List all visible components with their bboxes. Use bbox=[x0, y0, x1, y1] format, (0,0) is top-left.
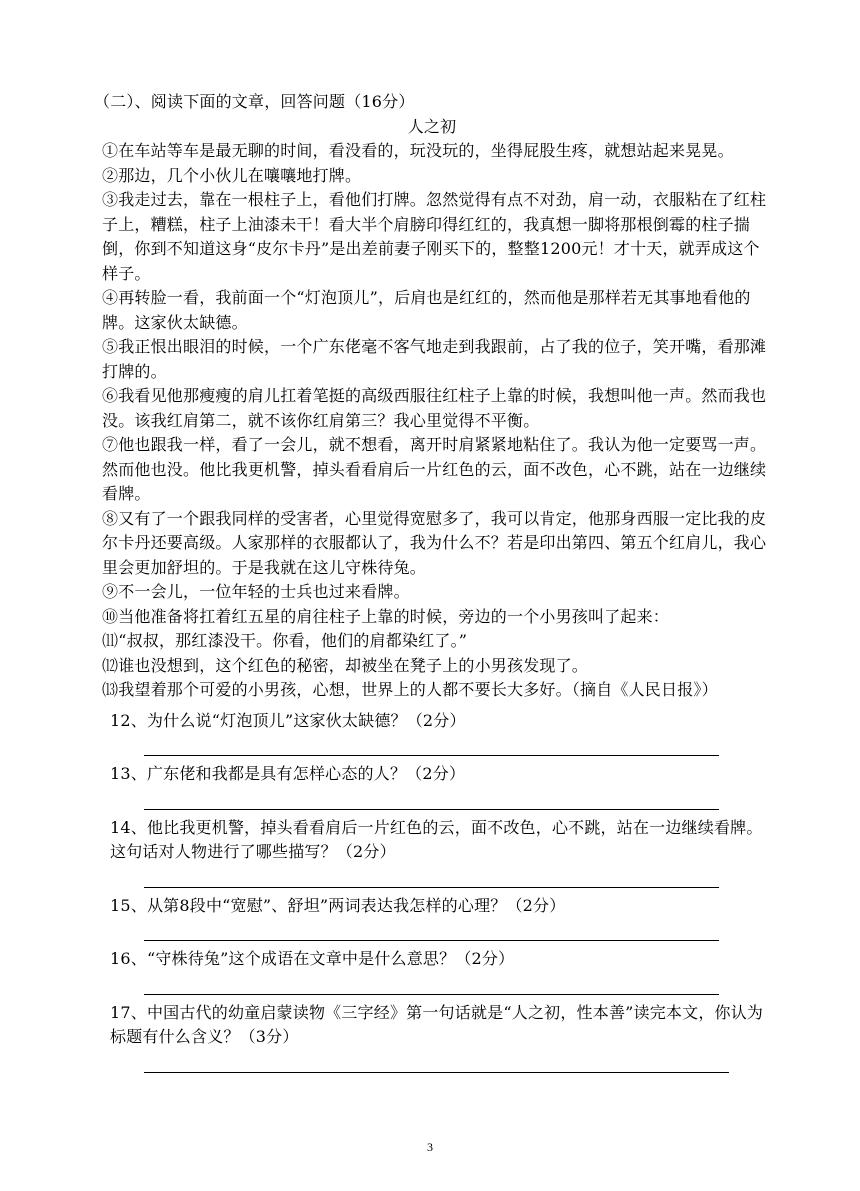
question-12: 12、为什么说“灯泡顶儿”这家伙太缺德？（2分） bbox=[110, 710, 466, 730]
paragraph-9: ⑨不一会儿，一位年轻的士兵也过来看牌。 bbox=[102, 582, 410, 601]
answer-line-15[interactable] bbox=[144, 940, 719, 941]
paragraph-11: ⑾“叔叔，那红漆没干。你看，他们的肩都染红了。” bbox=[102, 631, 468, 650]
paragraph-8: ⑧又有了一个跟我同样的受害者，心里觉得宽慰多了，我可以肯定，他那身西服一定比我的皮尔卡丹还要高级。人家那样的衣服都认了，我为什么不？若是印出第四、第五个红肩儿，我心里会更加舒坦的。于是我就在这儿守株待兔。 bbox=[102, 508, 767, 577]
paragraph-1: ①在车站等车是最无聊的时间，看没看的，玩没玩的，坐得屁股生疼，就想站起来晃晃。 bbox=[102, 141, 734, 160]
article-body bbox=[92, 139, 772, 703]
section-heading: （二）、阅读下面的文章，回答问题（16分） bbox=[94, 92, 415, 111]
paragraph-6: ⑥我看见他那瘦瘦的肩儿扛着笔挺的高级西服往红柱子上靠的时候，我想叫他一声。然而我也没。该我红肩第二，就不该你红肩第三？我心里觉得不平衡。 bbox=[102, 386, 767, 430]
answer-line-16[interactable] bbox=[144, 994, 719, 995]
answer-line-14[interactable] bbox=[144, 887, 719, 888]
paragraph-10: ⑩当他准备将扛着红五星的肩往柱子上靠的时候，旁边的一个小男孩叫了起来： bbox=[102, 606, 670, 626]
page-number: 3 bbox=[427, 1140, 433, 1154]
paragraph-7: ⑦他也跟我一样，看了一会儿，就不想看，离开时肩紧紧地粘住了。我认为他一定要骂一声。然而他也没。他比我更机警，掉头看看肩后一片红色的云，面不改色，心不跳，站在一边继续看牌。 bbox=[102, 435, 767, 503]
paragraph-3: ③我走过去，靠在一根柱子上，看他们打牌。忽然觉得有点不对劲，肩一动，衣服粘在了红柱子上，糟糕，柱子上油漆未干！看大半个肩膀印得红红的，我真想一脚将那根倒霉的柱子揣倒，你到不知道这身“皮尔卡丹”是出差前妻子刚买下的，整整1200元！才十天，就弄成这个样子。 bbox=[102, 190, 767, 283]
question-list bbox=[92, 709, 772, 1073]
question-15: 15、从第8段中“宽慰”、舒坦”两词表达我怎样的心理？（2分） bbox=[110, 895, 566, 915]
paragraph-4: ④再转脸一看，我前面一个“灯泡顶儿”，后肩也是红红的，然而他是那样若无其事地看他的牌。这家伙太缺德。 bbox=[102, 288, 751, 332]
question-17: 17、中国古代的幼童启蒙读物《三字经》第一句话就是“人之初，性本善”读完本文，你认为标题有什么含义？（3分） bbox=[110, 1002, 764, 1046]
question-14: 14、他比我更机警，掉头看看肩后一片红色的云，面不改色，心不跳，站在一边继续看牌。这句话对人物进行了哪些描写？（2分） bbox=[110, 817, 763, 861]
paragraph-12: ⑿谁也没想到，这个红色的秘密，却被坐在凳子上的小男孩发现了。 bbox=[102, 655, 589, 675]
article-title: 人之初 bbox=[407, 116, 457, 136]
answer-line-13[interactable] bbox=[144, 809, 719, 810]
answer-line-12[interactable] bbox=[144, 755, 719, 756]
paragraph-2: ②那边，几个小伙儿在嚷嚷地打牌。 bbox=[102, 165, 362, 185]
question-16: 16、“守株待兔”这个成语在文章中是什么意思？（2分） bbox=[110, 949, 515, 968]
answer-line-17[interactable] bbox=[144, 1072, 729, 1073]
question-13: 13、广东佬和我都是具有怎样心态的人？（2分） bbox=[110, 764, 466, 783]
paragraph-5: ⑤我正恨出眼泪的时候，一个广东佬毫不客气地走到我跟前，占了我的位子，笑开嘴，看那滩打牌的。 bbox=[102, 337, 767, 381]
paragraph-13: ⒀我望着那个可爱的小男孩，心想，世界上的人都不要长大多好。（摘自《人民日报》） bbox=[102, 680, 718, 699]
page-content bbox=[92, 90, 772, 1073]
